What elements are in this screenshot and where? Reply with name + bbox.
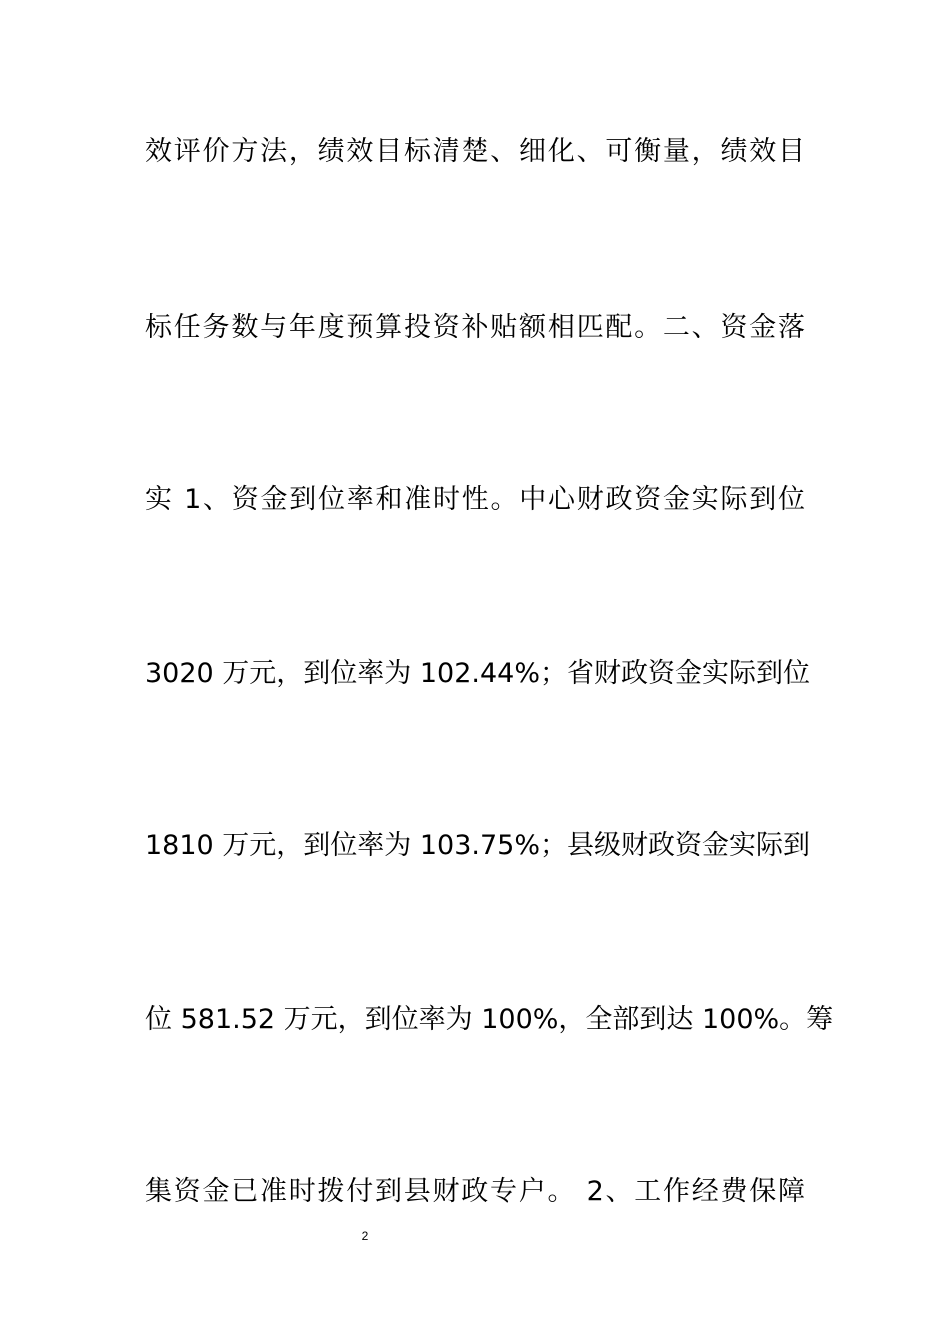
text-line-4: 3020 万元，到位率为 102.44%；省财政资金实际到位 <box>145 658 811 689</box>
text-line-1: 效评价方法，绩效目标清楚、细化、可衡量，绩效目 <box>145 136 805 167</box>
text-line-5: 1810 万元，到位率为 103.75%；县级财政资金实际到 <box>145 830 811 861</box>
page-number: 2 <box>361 1229 369 1243</box>
text-line-3: 实 1、资金到位率和准时性。中心财政资金实际到位 <box>145 484 805 515</box>
text-line-2: 标任务数与年度预算投资补贴额相匹配。二、资金落 <box>145 312 805 343</box>
text-line-6: 位 581.52 万元，到位率为 100%，全部到达 100%。筹 <box>145 1004 834 1035</box>
text-line-7: 集资金已准时拨付到县财政专户。 2、工作经费保障 <box>145 1176 805 1207</box>
